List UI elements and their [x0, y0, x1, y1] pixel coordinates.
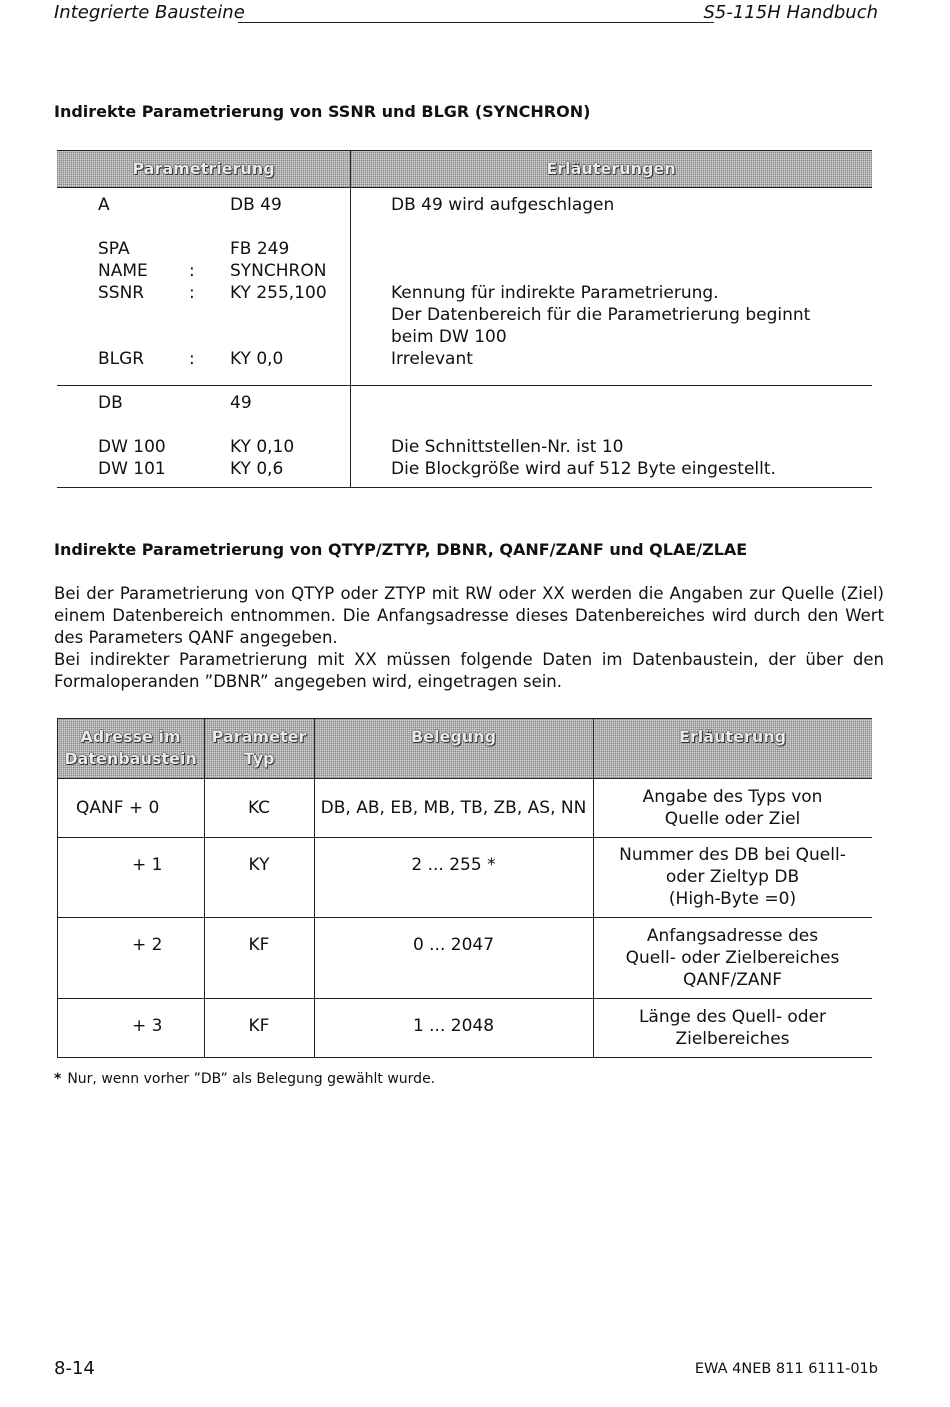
- table1-colon: :: [189, 261, 195, 281]
- table2-bottom-border: [57, 1057, 872, 1058]
- table2-typ: KF: [248, 1016, 270, 1036]
- table1-value: SYNCHRON: [230, 261, 327, 281]
- table1-value: FB 249: [230, 239, 290, 259]
- table1-note: beim DW 100: [391, 327, 507, 347]
- table2-erlaeuterung: Anfangsadresse des Quell- oder Zielbereiches QANF/ZANF: [625, 925, 840, 990]
- header-manual-title: S5-115H Handbuch: [703, 2, 878, 23]
- table1-value: DB 49: [230, 195, 282, 215]
- table1-op: DB: [98, 393, 123, 413]
- header-chapter-title: Integrierte Bausteine: [54, 2, 245, 23]
- table2-adresse: + 1: [132, 855, 163, 875]
- table2-adresse: + 2: [132, 935, 163, 955]
- footnote-marker: *: [54, 1071, 62, 1087]
- table2-top-border: [57, 718, 872, 719]
- table1-value: KY 255,100: [230, 283, 327, 303]
- paragraph-text: Bei der Parametrierung von QTYP oder ZTYP mit RW oder XX werden die Angaben zur Quelle (Ziel) einem Datenbereich entnommen. Die Anfangsadresse dieses Datenbereiches wird durch den Wert des Parameters QANF angegeben.: [54, 584, 884, 647]
- table1-op: SPA: [98, 239, 130, 259]
- table2-header-erlaeuterung: Erläuterung: [678, 727, 787, 746]
- table1-header-border: [57, 187, 872, 188]
- table1-value: 49: [230, 393, 252, 413]
- table1-note: Kennung für indirekte Parametrierung.: [391, 283, 719, 303]
- table2-erlaeuterung: Nummer des DB bei Quell- oder Zieltyp DB (High-Byte =0): [619, 845, 846, 909]
- table2-typ: KF: [248, 935, 270, 955]
- table1-op: DW 101: [98, 459, 166, 479]
- table1-op: NAME: [98, 261, 148, 281]
- datenbaustein-table: [57, 718, 872, 1058]
- table2-erlaeuterung: Länge des Quell- oder Zielbereiches: [638, 1006, 827, 1049]
- table1-value: KY 0,6: [230, 459, 284, 479]
- table1-note: Irrelevant: [391, 349, 473, 369]
- paragraph-text: Bei indirekter Parametrierung mit XX müssen folgende Daten im Datenbaustein, der über den Formaloperanden ”DBNR” angegeben wird, eingetragen sein.: [54, 650, 884, 691]
- table1-note: DB 49 wird aufgeschlagen: [391, 195, 615, 215]
- table2-belegung: 0 ... 2047: [412, 935, 495, 955]
- table1-op: BLGR: [98, 349, 145, 369]
- table2-header-typ: Parameter Typ: [211, 727, 307, 768]
- table2-adresse: + 3: [132, 1016, 163, 1036]
- page-number: 8-14: [54, 1358, 95, 1379]
- table1-note: Der Datenbereich für die Parametrierung beginnt: [391, 305, 811, 325]
- table2-typ: KC: [247, 797, 271, 818]
- table2-typ: KY: [248, 855, 270, 875]
- table2-erlaeuterung: Angabe des Typs von Quelle oder Ziel: [642, 786, 823, 829]
- table1-header-parametrierung: Parametrierung: [132, 159, 275, 178]
- table1-op: SSNR: [98, 283, 145, 303]
- table2-belegung: DB, AB, EB, MB, TB, ZB, AS, NN: [320, 797, 587, 818]
- section1-heading: Indirekte Parametrierung von SSNR und BLGR (SYNCHRON): [54, 102, 591, 121]
- parametrierung-table: [57, 150, 872, 488]
- footnote: [54, 1071, 435, 1087]
- footnote-text: Nur, wenn vorher ”DB” als Belegung gewählt wurde.: [67, 1071, 436, 1087]
- table1-column-divider: [350, 150, 351, 488]
- table1-value: KY 0,10: [230, 437, 295, 457]
- table2-left-border: [57, 718, 58, 1058]
- table1-colon: :: [189, 283, 195, 303]
- table1-bottom-border: [57, 487, 872, 488]
- table2-header-adresse: Adresse im Datenbaustein: [64, 727, 197, 768]
- table2-belegung: 2 ... 255 *: [411, 855, 496, 875]
- table1-colon: :: [189, 349, 195, 369]
- header-rule: [238, 22, 714, 23]
- table2-header-belegung: Belegung: [410, 727, 497, 746]
- table1-op: DW 100: [98, 437, 166, 457]
- table2-belegung: 1 ... 2048: [412, 1016, 495, 1036]
- table1-top-border: [57, 150, 872, 151]
- table1-note: Die Schnittstellen-Nr. ist 10: [391, 437, 624, 457]
- section2-heading: Indirekte Parametrierung von QTYP/ZTYP, DBNR, QANF/ZANF und QLAE/ZLAE: [54, 540, 748, 559]
- table1-mid-border: [57, 385, 872, 386]
- section2-paragraph: [54, 583, 884, 693]
- table1-value: KY 0,0: [230, 349, 284, 369]
- document-code: EWA 4NEB 811 6111-01b: [694, 1361, 878, 1377]
- table2-adresse: QANF + 0: [76, 797, 160, 818]
- table1-note: Die Blockgröße wird auf 512 Byte eingestellt.: [391, 459, 776, 479]
- table1-op: A: [98, 195, 110, 215]
- table1-header-erlaeuterungen: Erläuterungen: [546, 159, 676, 178]
